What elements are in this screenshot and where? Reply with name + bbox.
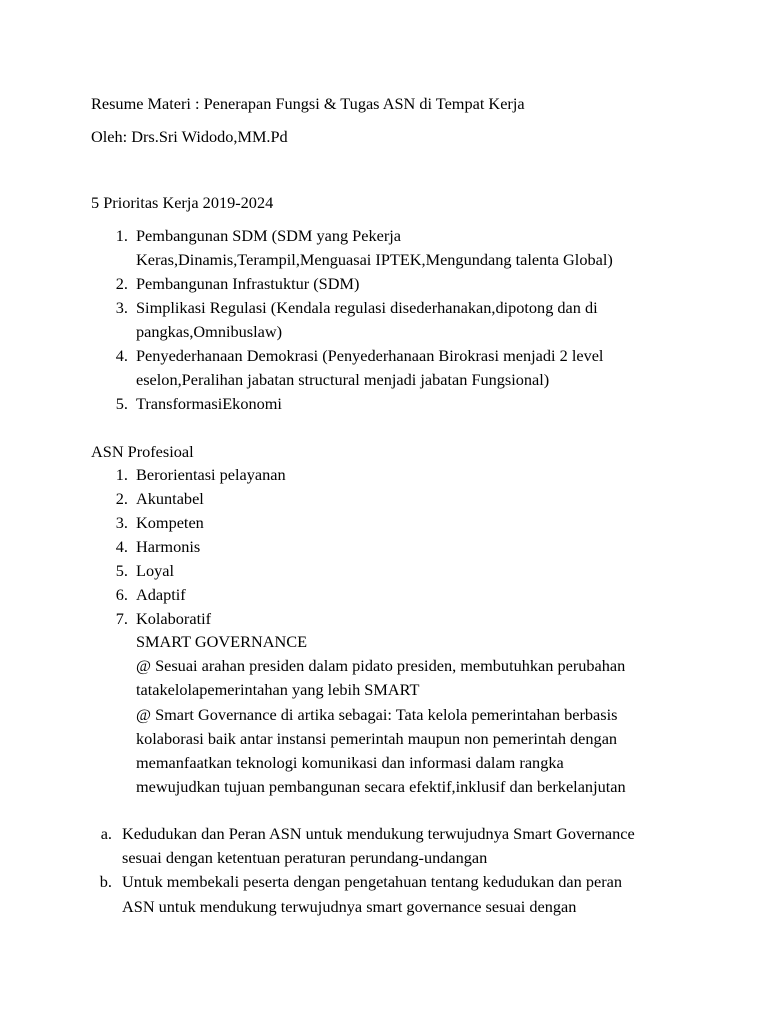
asn-heading: ASN Profesioal bbox=[91, 442, 194, 461]
list-item-number: 3. bbox=[115, 298, 128, 317]
smart-governance-text: @ Smart Governance di artika sebagai: Tata kelola pemerintahan berbasis bbox=[136, 705, 618, 724]
list-item-text: Kedudukan dan Peran ASN untuk mendukung terwujudnya Smart Governance bbox=[122, 824, 635, 843]
smart-governance-text: kolaborasi baik antar instansi pemerintah maupun non pemerintah dengan bbox=[136, 729, 618, 748]
list-item-text: Berorientasi pelayanan bbox=[136, 465, 286, 484]
list-item-text: ASN untuk mendukung terwujudnya smart governance sesuai dengan bbox=[122, 897, 577, 916]
priorities-heading: 5 Prioritas Kerja 2019-2024 bbox=[91, 193, 274, 212]
list-item-number: 7. bbox=[115, 609, 128, 628]
smart-governance-text: memanfaatkan teknologi komunikasi dan informasi dalam rangka bbox=[136, 753, 564, 772]
list-item-number: 5. bbox=[115, 394, 128, 413]
smart-governance-text: @ Sesuai arahan presiden dalam pidato presiden, membutuhkan perubahan bbox=[136, 656, 626, 675]
list-item-number: 4. bbox=[115, 537, 128, 556]
list-item-text: Untuk membekali peserta dengan pengetahuan tentang kedudukan dan peran bbox=[122, 872, 623, 891]
list-item-text: pangkas,Omnibuslaw) bbox=[136, 322, 283, 341]
document-author: Oleh: Drs.Sri Widodo,MM.Pd bbox=[91, 127, 288, 146]
list-item-text: TransformasiEkonomi bbox=[136, 394, 282, 413]
list-item-text: sesuai dengan ketentuan peraturan perundang-undangan bbox=[122, 848, 488, 867]
list-item-number: 2. bbox=[115, 489, 128, 508]
smart-governance-text: tatakelolapemerintahan yang lebih SMART bbox=[136, 680, 420, 699]
list-item-text: eselon,Peralihan jabatan structural menjadi jabatan Fungsional) bbox=[136, 370, 550, 389]
list-item-number: 6. bbox=[115, 585, 128, 604]
document-title: Resume Materi : Penerapan Fungsi & Tugas ASN di Tempat Kerja bbox=[91, 94, 525, 113]
list-item-number: 3. bbox=[115, 513, 128, 532]
smart-governance-text: mewujudkan tujuan pembangunan secara efektif,inklusif dan berkelanjutan bbox=[136, 777, 626, 796]
list-item-text: Loyal bbox=[136, 561, 174, 580]
list-item-number: 1. bbox=[115, 226, 128, 245]
list-item-number: 2. bbox=[115, 274, 128, 293]
list-item-text: Pembangunan Infrastuktur (SDM) bbox=[136, 274, 360, 293]
list-item-text: Kolaboratif bbox=[136, 609, 212, 628]
list-item-text: Penyederhanaan Demokrasi (Penyederhanaan Birokrasi menjadi 2 level bbox=[136, 346, 604, 365]
list-item-number: 5. bbox=[115, 561, 128, 580]
list-item-letter: b. bbox=[99, 872, 112, 891]
smart-governance-heading: SMART GOVERNANCE bbox=[136, 632, 308, 651]
list-item-text: Simplikasi Regulasi (Kendala regulasi disederhanakan,dipotong dan di bbox=[136, 298, 598, 317]
list-item-text: Adaptif bbox=[136, 585, 186, 604]
list-item-letter: a. bbox=[100, 824, 112, 843]
list-item-number: 1. bbox=[115, 465, 128, 484]
list-item-text: Harmonis bbox=[136, 537, 201, 556]
list-item-text: Pembangunan SDM (SDM yang Pekerja bbox=[136, 226, 401, 245]
list-item-text: Kompeten bbox=[136, 513, 204, 532]
list-item-number: 4. bbox=[115, 346, 128, 365]
list-item-text: Keras,Dinamis,Terampil,Menguasai IPTEK,Mengundang talenta Global) bbox=[136, 250, 613, 269]
list-item-text: Akuntabel bbox=[136, 489, 204, 508]
